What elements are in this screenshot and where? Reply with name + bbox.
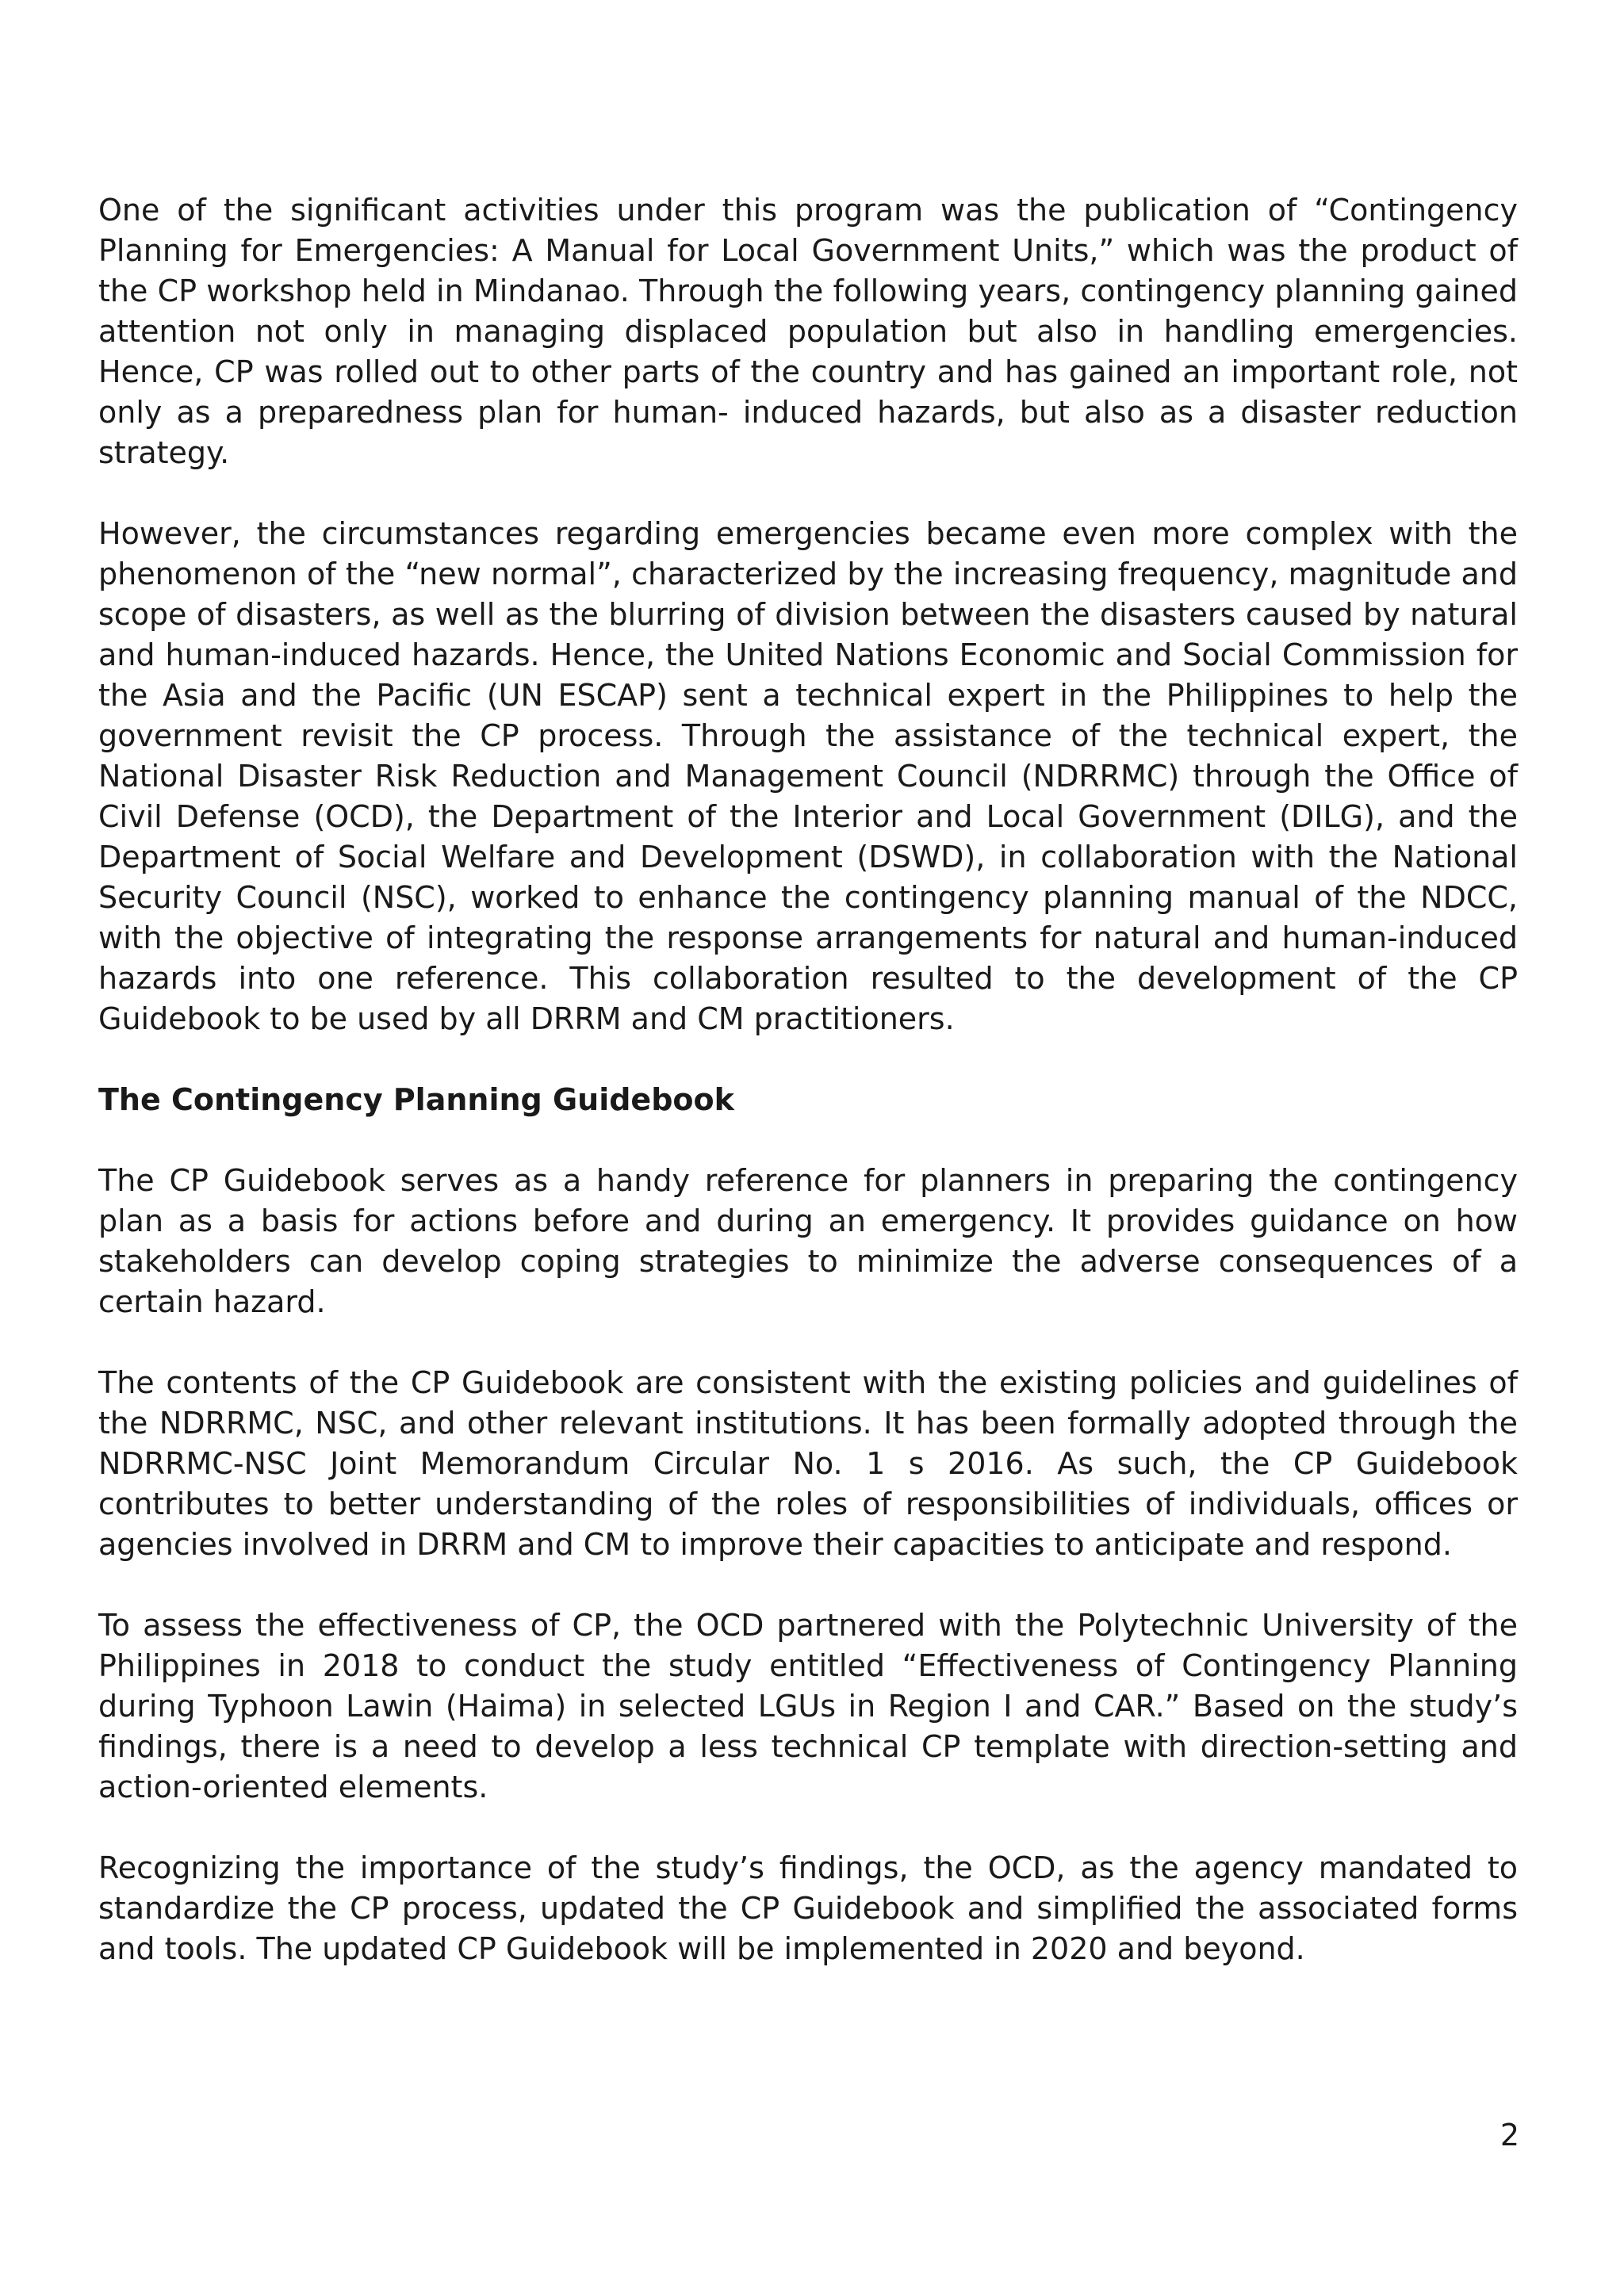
paragraph-cp-manual-publication: One of the significant activities under this program was the publication of “Contingency Planning for Emergencies: A Manual for Local Government Units,” which was the product of the CP workshop held in Mindanao. Through the following years, contingency planning gained attention not only in managing displaced population but also in handling emergencies. Hence, CP was rolled out to other parts of the country and has gained an important role, not only as a preparedness plan for human- induced hazards, but also as a disaster reduction strategy.: [98, 193, 1518, 470]
page-content: [98, 190, 1518, 2010]
paragraph-updated-guidebook: Recognizing the importance of the study’s findings, the OCD, as the agency mandated to standardize the CP process, updated the CP Guidebook and simplified the associated forms and tools. The updated CP Guidebook will be implemented in 2020 and beyond.: [98, 1850, 1518, 1966]
paragraph-guidebook-purpose: The CP Guidebook serves as a handy reference for planners in preparing the contingency plan as a basis for actions before and during an emergency. It provides guidance on how stakeholders can develop coping strategies to minimize the adverse consequences of a certain hazard.: [98, 1163, 1518, 1319]
page-number: 2: [1500, 2118, 1519, 2152]
section-heading: The Contingency Planning Guidebook: [98, 1082, 734, 1117]
paragraph-effectiveness-study: To assess the effectiveness of CP, the OCD partnered with the Polytechnic University of the Philippines in 2018 to conduct the study entitled “Effectiveness of Contingency Planning during Typhoon Lawin (Haima) in selected LGUs in Region I and CAR.” Based on the study’s findings, there is a need to develop a less technical CP template with direction-setting and action-oriented elements.: [98, 1608, 1518, 1804]
paragraph-guidebook-contents: The contents of the CP Guidebook are consistent with the existing policies and guidelines of the NDRRMC, NSC, and other relevant institutions. It has been formally adopted through the NDRRMC-NSC Joint Memorandum Circular No. 1 s 2016. As such, the CP Guidebook contributes to better understanding of the roles of responsibilities of individuals, offices or agencies involved in DRRM and CM to improve their capacities to anticipate and respond.: [98, 1365, 1518, 1562]
paragraph-new-normal: However, the circumstances regarding emergencies became even more complex with the phenomenon of the “new normal”, characterized by the increasing frequency, magnitude and scope of disasters, as well as the blurring of division between the disasters caused by natural and human-induced hazards. Hence, the United Nations Economic and Social Commission for the Asia and the Pacific (UN ESCAP) sent a technical expert in the Philippines to help the government revisit the CP process. Through the assistance of the technical expert, the National Disaster Risk Reduction and Management Council (NDRRMC) through the Office of Civil Defense (OCD), the Department of the Interior and Local Government (DILG), and the Department of Social Welfare and Development (DSWD), in collaboration with the National Security Council (NSC), worked to enhance the contingency planning manual of the NDCC, with the objective of integrating the response arrangements for natural and human-induced hazards into one reference. This collaboration resulted to the development of the CP Guidebook to be used by all DRRM and CM practitioners.: [98, 516, 1518, 1036]
